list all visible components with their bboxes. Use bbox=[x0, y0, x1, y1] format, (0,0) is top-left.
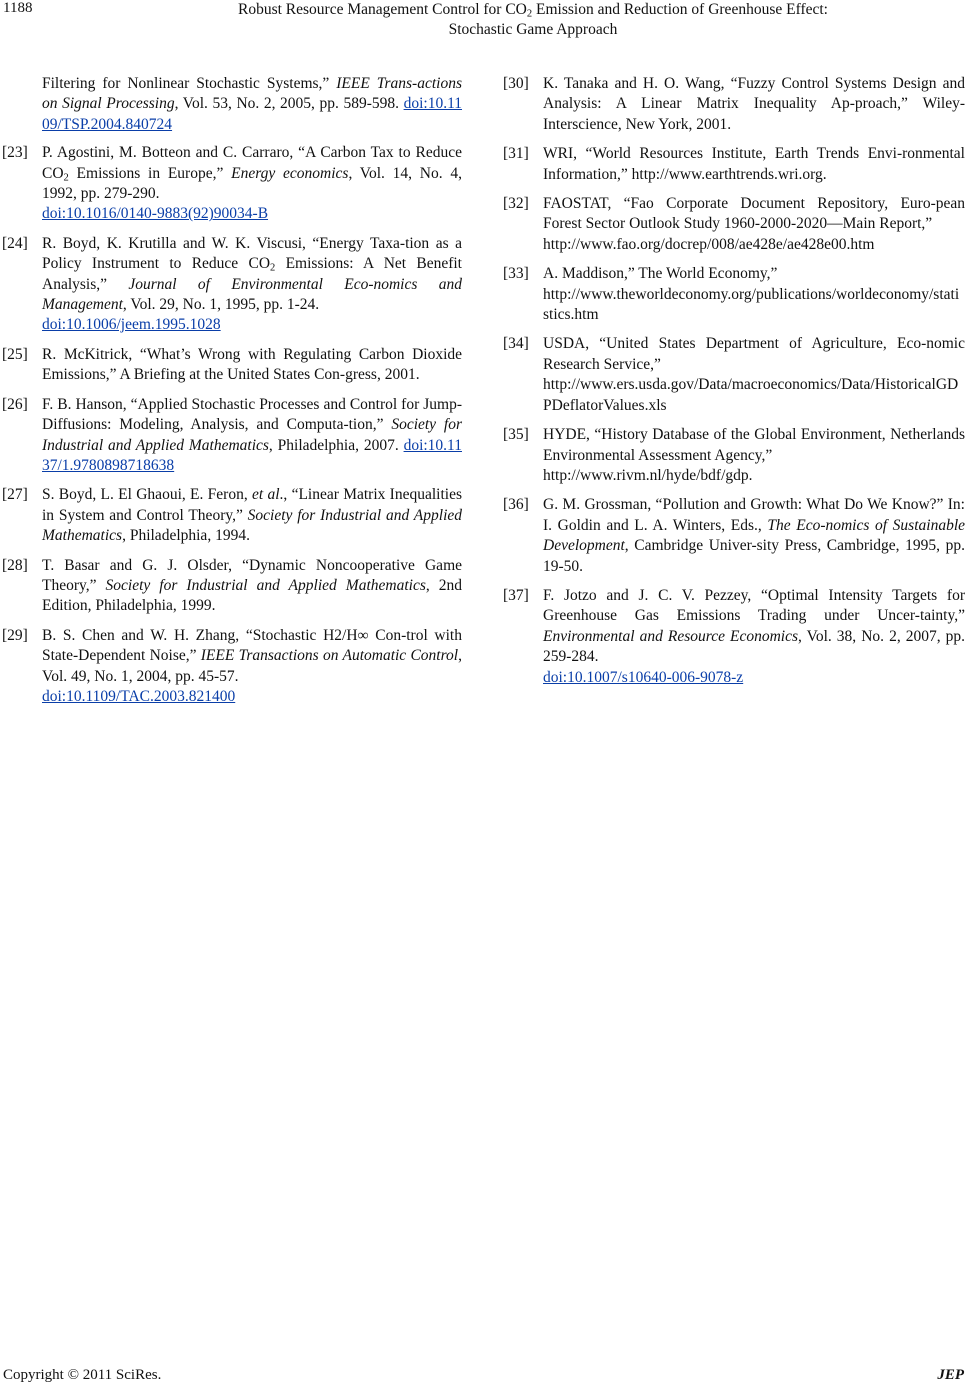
reference-number: [26] bbox=[2, 395, 28, 413]
reference-35: [35] HYDE, “History Database of the Global Environment, Netherlands Environmental Assessment Agency,” http://www.rivm.nl/hyde/bdf/gdp. bbox=[503, 426, 965, 484]
page-number: 1188 bbox=[3, 0, 33, 16]
reference-number: [32] bbox=[503, 195, 529, 213]
doi-link[interactable]: doi:10.1109/TSP.2004.840724 bbox=[42, 95, 463, 133]
doi-link[interactable]: doi:10.1109/TAC.2003.821400 bbox=[42, 687, 236, 705]
reference-number: [28] bbox=[2, 556, 28, 574]
reference-27: [27] S. Boyd, L. El Ghaoui, E. Feron, et al., “Linear Matrix Inequalities in System and Control Theory,” Society for Industrial and Applied Mathematics, Philadelphia, 1994. bbox=[2, 486, 463, 545]
reference-number: [34] bbox=[503, 335, 529, 353]
reference-32: [32] FAOSTAT, “Fao Corporate Document Repository, Euro-pean Forest Sector Outlook Study 1960-2000-2020—Main Report,” http://www.fao.org/docrep/008/ae428e/ae428e00.htm bbox=[503, 195, 965, 253]
reference-number: [27] bbox=[2, 486, 28, 504]
url-text: http://www.theworldeconomy.org/publications/worldeconomy/statistics.htm bbox=[543, 285, 960, 324]
references-left-column bbox=[2, 74, 462, 716]
reference-34: [34] USDA, “United States Department of Agriculture, Eco-nomic Research Service,” http://www.ers.usda.gov/Data/macroeconomics/Data/HistoricalGDPDeflatorValues.xls bbox=[503, 335, 965, 414]
reference-28: [28] T. Basar and G. J. Olsder, “Dynamic Noncooperative Game Theory,” Society for Industrial and Applied Mathematics, 2nd Edition, Philadelphia, 1999. bbox=[2, 556, 463, 615]
header-title-line-1: Robust Resource Management Control for $CO_2$ Emission and Reduction of Greenhouse Effect: bbox=[238, 1, 828, 20]
running-header bbox=[100, 0, 966, 40]
url-text: http://www.rivm.nl/hyde/bdf/gdp. bbox=[543, 466, 753, 484]
reference-number: [24] bbox=[2, 234, 28, 252]
reference-24: [24] R. Boyd, K. Krutilla and W. K. Viscusi, “Energy Taxa-tion as a Policy Instrument to Reduce $CO_2$ Emissions: A Net Benefit Analysis,” Journal of Environmental Eco-nomics and Management, Vol. 29, No. 1, 1995, pp. 1-24. doi:10.1006/jeem.1995.1028 bbox=[2, 234, 462, 334]
reference-number: [37] bbox=[503, 586, 529, 604]
reference-25: [25] R. McKitrick, “What’s Wrong with Regulating Carbon Dioxide Emissions,” A Briefing at the United States Con-gress, 2001. bbox=[2, 345, 462, 384]
reference-36: [36] G. M. Grossman, “Pollution and Growth: What Do We Know?” In: I. Goldin and L. A. Winters, Eds., The Eco-nomics of Sustainable Development, Cambridge Univer-sity Press, Cambridge, 1995, pp. 19-50. bbox=[503, 496, 966, 575]
reference-number: [33] bbox=[503, 265, 529, 283]
reference-number: [36] bbox=[503, 496, 529, 514]
reference-23: [23] P. Agostini, M. Botteon and C. Carraro, “A Carbon Tax to Reduce $CO_2$ Emissions in Europe,” Energy economics, Vol. 14, No. 4, 1992, pp. 279-290. doi:10.1016/0140-9883(92)90034-B bbox=[2, 144, 462, 223]
doi-link[interactable]: doi:10.1006/jeem.1995.1028 bbox=[42, 316, 221, 334]
footer-journal: JEP bbox=[937, 1367, 964, 1383]
reference-29: [29] B. S. Chen and W. H. Zhang, “Stochastic H2/H∞ Con-trol with State-Dependent Noise,” IEEE Transactions on Automatic Control, Vol. 49, No. 1, 2004, pp. 45-57. doi:10.1109/TAC.2003.821400 bbox=[2, 626, 462, 705]
reference-22-continued: Filtering for Nonlinear Stochastic Systems,” IEEE Trans-actions on Signal Processing, Vol. 53, No. 2, 2005, pp. 589-598. doi:10.1109/TSP.2004.840724 bbox=[42, 75, 463, 133]
reference-26: [26] F. B. Hanson, “Applied Stochastic Processes and Control for Jump-Diffusions: Modeling, Analysis, and Computa-tion,” Society for Industrial and Applied Mathematics, Philadelphia, 2007. doi:10.1137/1.9780898718638 bbox=[2, 395, 462, 474]
reference-30: [30] K. Tanaka and H. O. Wang, “Fuzzy Control Systems Design and Analysis: A Linear Matrix Inequality Ap-proach,” Wiley-Interscience, New York, 2001. bbox=[503, 75, 965, 133]
url-text: http://www.fao.org/docrep/008/ae428e/ae428e00.htm bbox=[543, 235, 875, 253]
reference-31: [31] WRI, “World Resources Institute, Earth Trends Envi-ronmental Information,” http://www.earthtrends.wri.org. bbox=[503, 145, 965, 183]
header-title-line-2: Stochastic Game Approach bbox=[448, 21, 618, 38]
doi-link[interactable]: doi:10.1016/0140-9883(92)90034-B bbox=[42, 205, 269, 223]
reference-number: [35] bbox=[503, 426, 529, 444]
references-right-column bbox=[503, 74, 965, 697]
reference-33: [33] A. Maddison,” The World Economy,” http://www.theworldeconomy.org/publications/worldeconomy/statistics.htm bbox=[503, 265, 960, 324]
url-text: http://www.ers.usda.gov/Data/macroeconomics/Data/HistoricalGDPDeflatorValues.xls bbox=[543, 376, 959, 414]
reference-number: [31] bbox=[503, 145, 529, 163]
reference-number: [30] bbox=[503, 75, 529, 92]
reference-37: [37] F. Jotzo and J. C. V. Pezzey, “Optimal Intensity Targets for Greenhouse Gas Emissions Trading under Uncer-tainty,” Environmental and Resource Economics, Vol. 38, No. 2, 2007, pp. 259-284. doi:10.1007/s10640-006-9078-z bbox=[503, 586, 966, 686]
footer-copyright: Copyright © 2011 SciRes. bbox=[3, 1367, 162, 1383]
doi-link[interactable]: doi:10.1007/s10640-006-9078-z bbox=[543, 668, 744, 686]
doi-link[interactable]: doi:10.1137/1.9780898718638 bbox=[42, 436, 462, 474]
reference-number: [23] bbox=[2, 144, 28, 162]
reference-number: [29] bbox=[2, 626, 28, 644]
reference-number: [25] bbox=[2, 345, 28, 363]
